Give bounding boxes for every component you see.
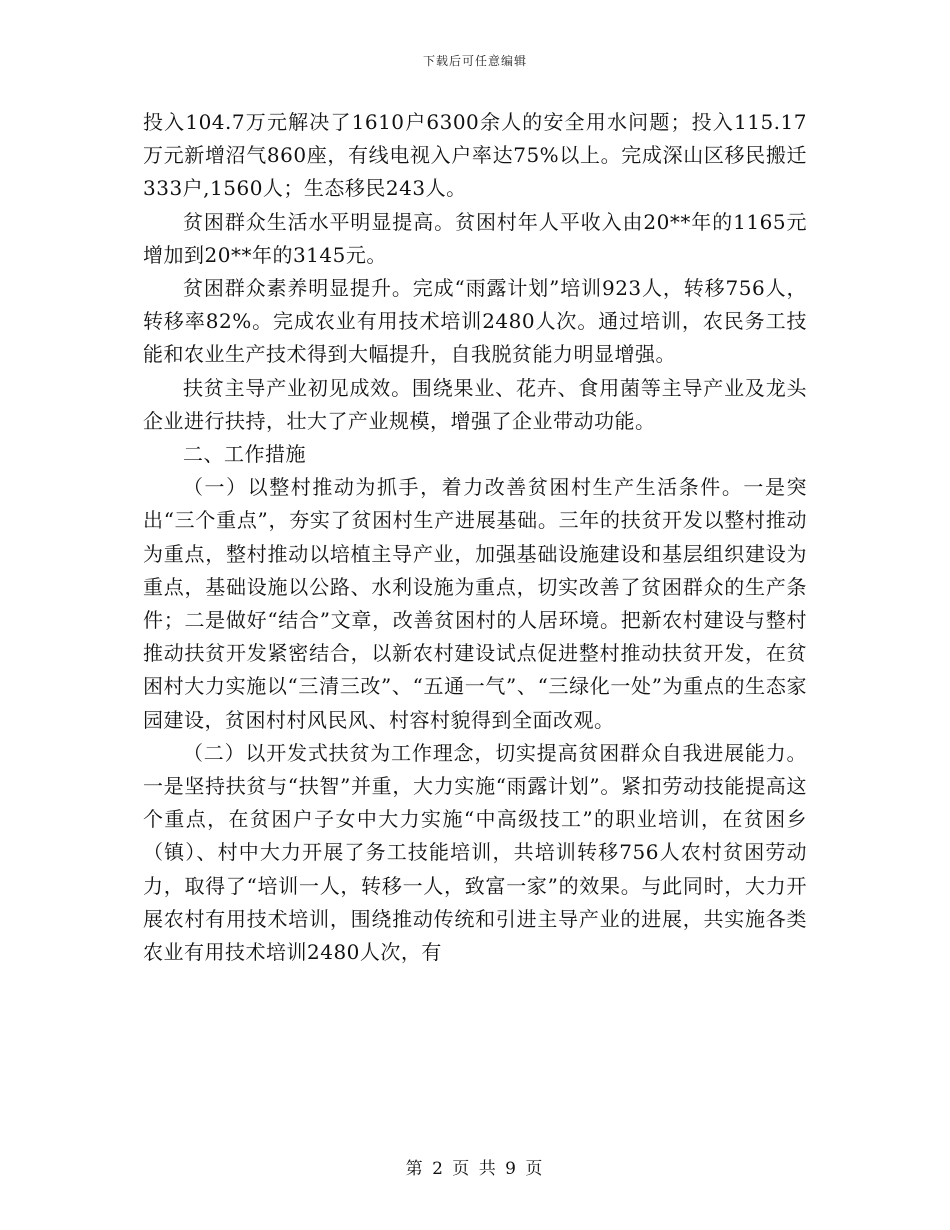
paragraph: 投入104.7万元解决了1610户6300余人的安全用水问题；投入115.17万元新增沼气860座，有线电视入户率达75%以上。完成深山区移民搬迁333户,1560人；生态移民243人。 <box>143 110 807 201</box>
section-heading: 二、工作措施 <box>183 442 306 467</box>
paragraph: （一）以整村推动为抓手，着力改善贫困村生产生活条件。一是突出“三个重点”，夯实了贫困村生产进展基础。三年的扶贫开发以整村推动为重点，整村推动以培植主导产业，加强基础设施建设和基层组织建设为重点，基础设施以公路、水利设施为重点，切实改善了贫困群众的生产条件；二是做好“结合”文章，改善贫困村的人居环境。把新农村建设与整村推动扶贫开发紧密结合，以新农村建设试点促进整村推动扶贫开发，在贫困村大力实施以“三清三改”、“五通一气”、“三绿化一处”为重点的生态家园建设，贫困村村风民风、村容村貌得到全面改观。 <box>143 475 807 732</box>
paragraph: 扶贫主导产业初见成效。围绕果业、花卉、食用菌等主导产业及龙头企业进行扶持，壮大了产业规模，增强了企业带动功能。 <box>143 375 807 433</box>
document-body <box>143 106 807 969</box>
page-footer: 第 2 页 共 9 页 <box>405 1159 545 1179</box>
paragraph: （二）以开发式扶贫为工作理念，切实提高贫困群众自我进展能力。一是坚持扶贫与“扶智”并重，大力实施“雨露计划”。紧扣劳动技能提高这个重点，在贫困户子女中大力实施“中高级技工”的职业培训，在贫困乡（镇）、村中大力开展了务工技能培训，共培训转移756人农村贫困劳动力，取得了“培训一人，转移一人，致富一家”的效果。与此同时，大力开展农村有用技术培训，围绕推动传统和引进主导产业的进展，共实施各类农业有用技术培训2480人次，有 <box>143 740 807 965</box>
paragraph: 贫困群众素养明显提升。完成“雨露计划”培训923人，转移756人，转移率82%。完成农业有用技术培训2480人次。通过培训，农民务工技能和农业生产技术得到大幅提升，自我脱贫能力明显增强。 <box>143 276 807 367</box>
page-header: 下载后可任意编辑 <box>422 54 527 68</box>
paragraph: 贫困群众生活水平明显提高。贫困村年人平收入由20**年的1165元增加到20**年的3145元。 <box>143 209 807 267</box>
